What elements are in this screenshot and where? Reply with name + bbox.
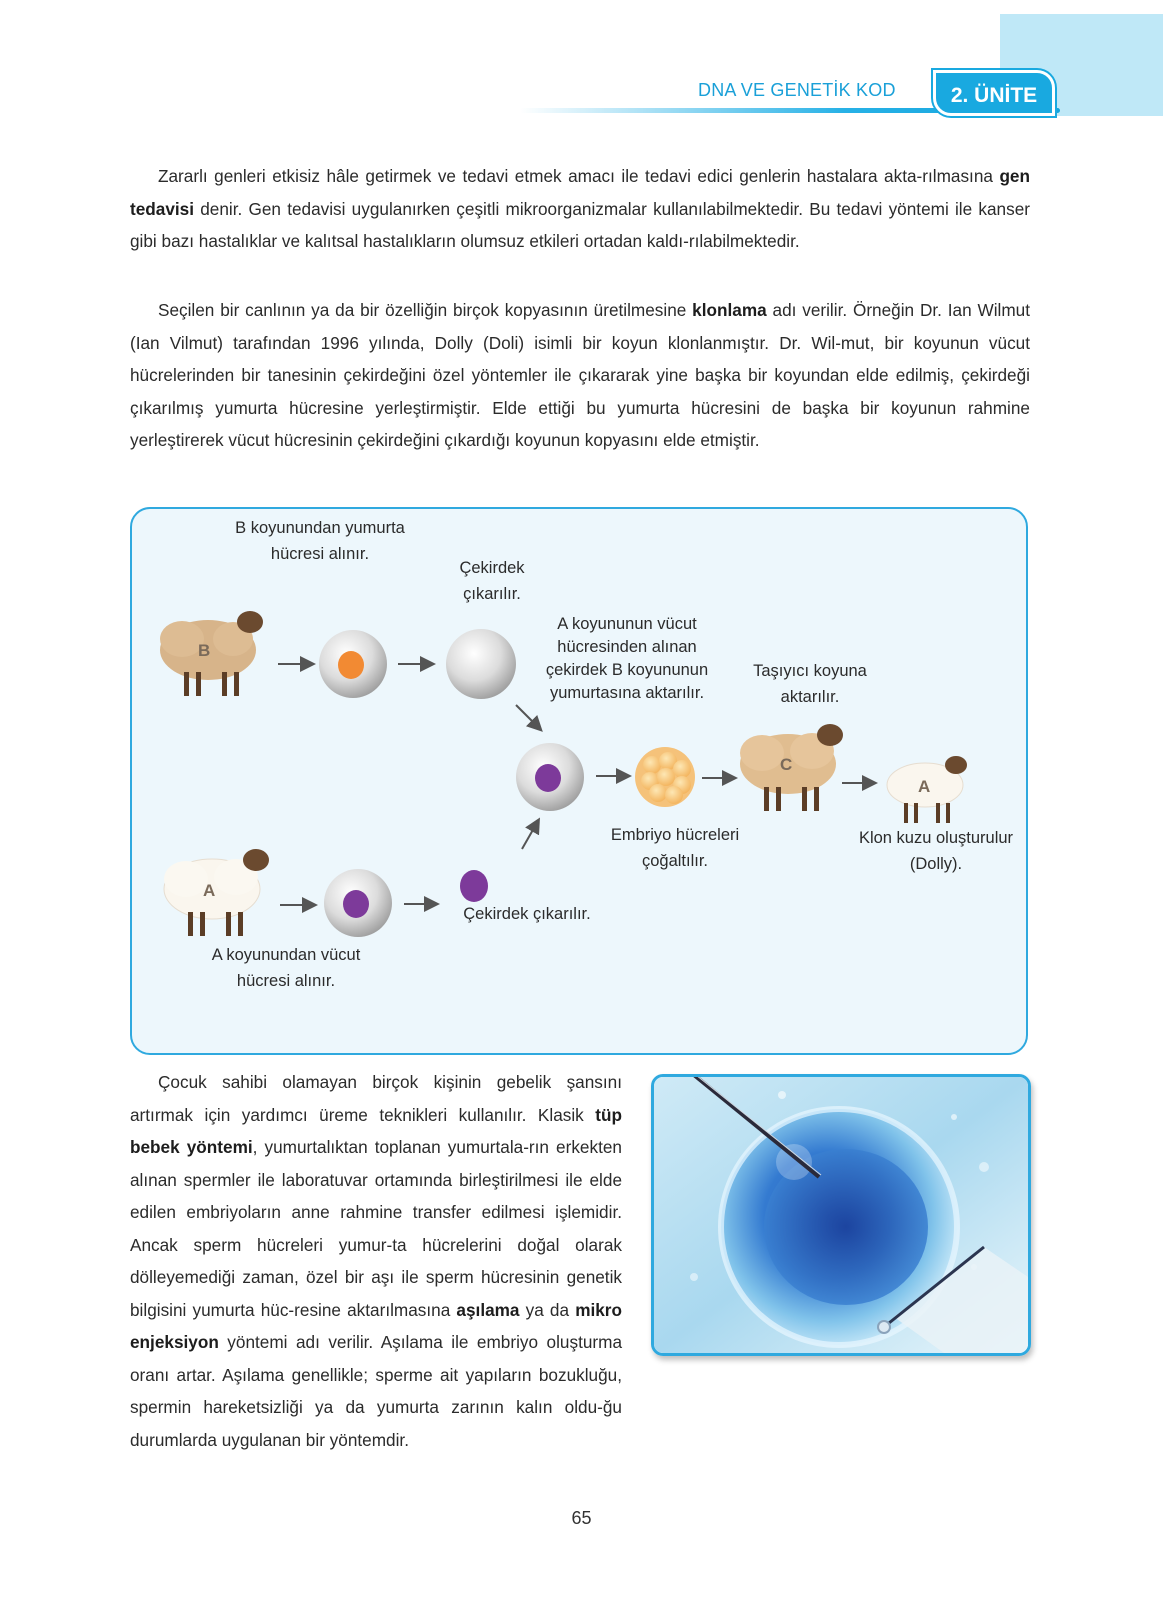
lamb-a-letter: A xyxy=(918,777,931,796)
label-b-egg: B koyunundan yumurta hücresi alınır. xyxy=(235,519,405,563)
paragraph-ivf: Çocuk sahibi olamayan birçok kişinin gebelik şansını artırmak için yardımcı üreme teknikleri kullanılır. Klasik tüp bebek yöntemi, yumurtalıktan toplanan yumurtala-rın erkekten alınan spermler ile laboratuvar ortamında birleştirilmesi ile elde edilen embriyoların anne rahmine transfer edilmesi işlemidir. Ancak sperm hücreleri yumur-ta hücrelerini doğal olarak dölleyemediği zaman, özel bir aşı ile sperm hücresinin genetik bilgisini yumurta hüc-resine aktarılmasına aşılama ya da mikro enjeksiyon yöntemi adı verilir. Aşılama ile embriyo oluşturma oranı artar. Aşılama genellikle; sperme ait yapıların bozukluğu, spermin hareketsizliği ya da yumurta zarının kalın oldu-ğu durumlarda uygulanan bir yöntemdir. xyxy=(130,1072,622,1450)
microinjection-photo xyxy=(651,1074,1031,1356)
page-number: 65 xyxy=(571,1508,592,1528)
unit-badge: 2. ÜNİTE xyxy=(933,70,1055,116)
extracted-nucleus-icon xyxy=(460,870,488,902)
sheep-c-letter: C xyxy=(780,755,793,774)
paragraph-gene-therapy: Zararlı genleri etkisiz hâle getirmek ve tedavi etmek amacı ile tedavi edici genlerin hastalara akta-rılmasına gen tedavisi denir. Gen tedavisi uygulanırken çeşitli mikroorganizmalar kullanılabilmektedir. Bu tedavi yöntemi ile kanser gibi bazı hastalıklar ve kalıtsal hastalıkların olumsuz etkileri ortadan kaldı-rılabilmektedir. xyxy=(130,166,1030,251)
sheep-b-icon xyxy=(160,611,263,696)
cloning-diagram xyxy=(130,507,1028,1055)
chapter-title: DNA VE GENETİK KOD xyxy=(698,80,896,100)
label-nucleus-removed-2: Çekirdek çıkarılır. xyxy=(463,905,591,923)
body-cell-icon xyxy=(324,869,392,937)
label-surrogate: Taşıyıcı koyuna aktarılır. xyxy=(753,662,867,706)
label-nucleus-transfer: A koyununun vücut hücresinden alınan çekirdek B koyununun yumurtasına aktarılır. xyxy=(545,615,709,702)
microinjection-illustration xyxy=(654,1077,1028,1353)
label-clone: Klon kuzu oluşturulur (Dolly). xyxy=(858,829,1014,873)
sheep-a-icon xyxy=(164,849,269,936)
label-embryo: Embriyo hücreleri çoğaltılır. xyxy=(610,826,740,870)
reconstructed-egg-icon xyxy=(516,743,584,811)
sheep-a-letter: A xyxy=(203,881,216,900)
paragraph-cloning: Seçilen bir canlının ya da bir özelliğin birçok kopyasının üretilmesine klonlama adı verilir. Örneğin Dr. Ian Wilmut (Ian Vilmut) tarafından 1996 yılında, Dolly (Doli) isimli bir koyun klonlanmıştır. Dr. Wil-mut, bir koyunun vücut hücrelerinden bir tanesinin çekirdeğini özel yöntemler ile çıkararak yine başka bir koyundan elde edilmiş, çekirdeği çıkarılmış yumurta hücresine yerleştirmiştir. Elde ettiği bu yumurta hücresini de başka bir koyunun rahmine yerleştirerek vücut hücresinin çekirdeğini çıkardığı koyunun kopyasını elde etmiştir. xyxy=(130,300,1030,450)
sheep-b-letter: B xyxy=(198,641,211,660)
label-nucleus-removed: Çekirdek çıkarılır. xyxy=(459,559,525,603)
embryo-cluster-icon xyxy=(635,747,695,807)
egg-cell-with-nucleus-icon xyxy=(319,630,387,698)
enucleated-egg-icon xyxy=(446,629,516,699)
label-a-body-cell: A koyunundan vücut hücresi alınır. xyxy=(211,946,361,990)
